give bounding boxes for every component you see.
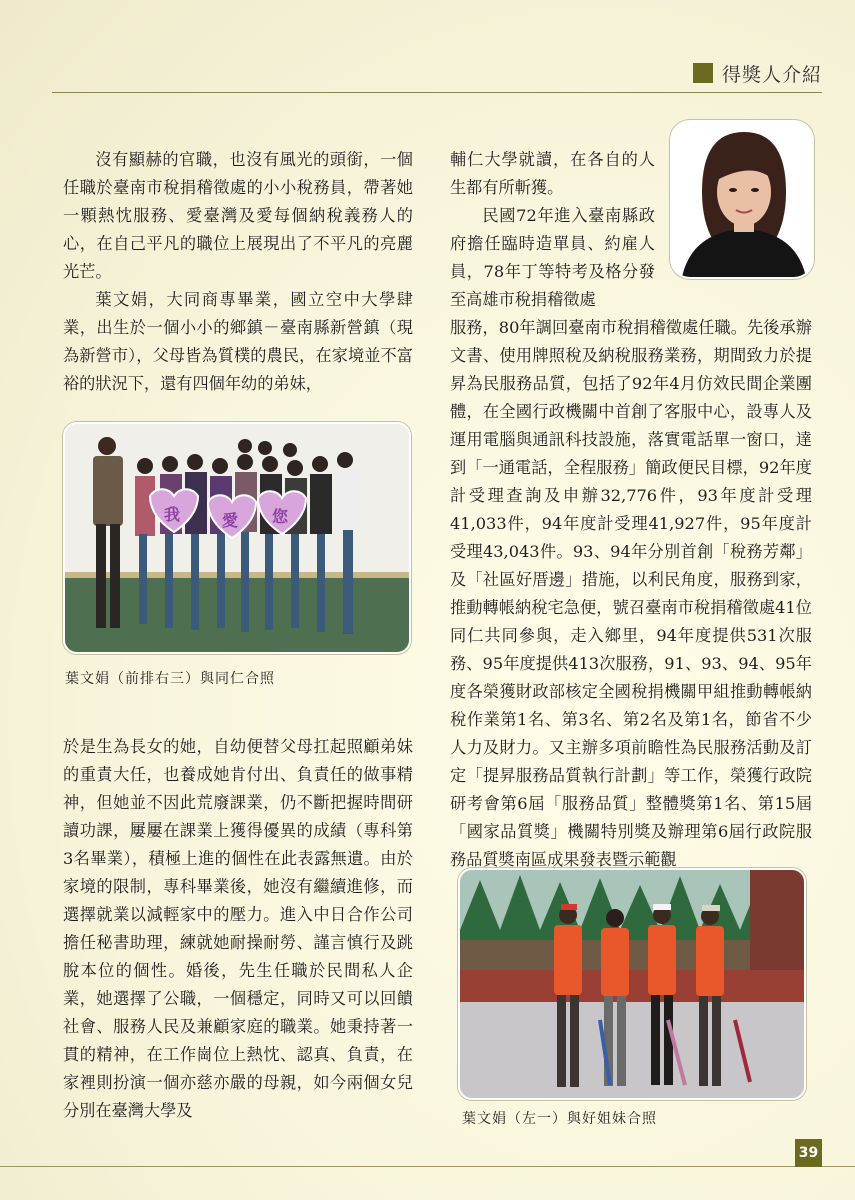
paragraph-achievements: 服務，80年調回臺南市稅捐稽徵處任職。先後承辦文書、使用牌照稅及納稅服務業務，期間致力於提昇為民服務品質，包括了92年4月仿效民間企業團體，在全國行政機關中首創了客服中心，設專人及運用電腦與通訊科技設施，落實電話單一窗口，達到「一通電話，全程服務」簡政便民目標，92年度計受理查詢及申辦32,776件，93年度計受理41,033件，94年度計受理41,927件，95年度計受理43,043件。93、94年分別首創「稅務芳鄰」及「社區好厝邊」措施，以利民角度，服務到家，推動轉帳納稅宅急便，號召臺南市稅捐稽徵處41位同仁共同參與，走入鄉里，94年度提供531次服務、95年度提供413次服務，91、93、94、95年度各榮獲財政部核定全國稅捐機關甲組推動轉帳納稅作業第1名、第3名、第2名及第1名，節省不少人力及財力。又主辦多項前瞻性為民服務活動及訂定「提昇服務品質執行計劃」等工作，榮獲行政院研考會第6屆「服務品質」整體獎第1名、第15屆「國家品質獎」機關特別獎及辦理第6屆行政院服務品質獎南區成果發表暨示範觀 (450, 318, 812, 869)
friends-photo-caption: 葉文娟（左一）與好姐妹合照 (462, 1111, 657, 1127)
friends-photo-image (460, 870, 804, 1098)
footer-divider (0, 1166, 855, 1167)
header-divider (52, 92, 822, 93)
paragraph-intro: 沒有顯赫的官職，也沒有風光的頭銜，一個任職於臺南市稅捐稽徵處的小小稅務員，帶著她一顆熱忱服務、愛臺灣及愛每個納稅義務人的心，在自己平凡的職位上展現出了不平凡的亮麗光芒。 (63, 150, 413, 281)
right-column-top (450, 146, 655, 314)
group-photo-image (65, 424, 409, 652)
heart-text-2: 愛 (222, 511, 239, 530)
paragraph-background: 葉文娟，大同商專畢業，國立空中大學肆業，出生於一個小小的鄉鎮－臺南縣新營鎮（現為新營市），父母皆為質樸的農民，在家境並不富裕的狀況下，還有四個年幼的弟妹， (63, 290, 413, 393)
portrait-image (672, 122, 812, 277)
group-photo-caption: 葉文娟（前排右三）與同仁合照 (65, 671, 275, 687)
heart-text-1: 我 (164, 505, 181, 524)
group-photo (63, 422, 411, 654)
left-column-top (63, 146, 413, 398)
section-title: 得獎人介紹 (722, 64, 823, 86)
section-marker (693, 63, 713, 83)
page-number: 39 (795, 1139, 822, 1167)
left-column-bottom (63, 733, 413, 1125)
right-column-main (450, 314, 812, 874)
paragraph-daughters: 輔仁大學就讀，在各自的人生都有所斬獲。 (450, 150, 655, 197)
portrait-photo (670, 120, 814, 279)
paragraph-career-start: 民國72年進入臺南縣政府擔任臨時造單員、約雇人員，78年丁等特考及格分發至高雄市稅捐稽徵處 (450, 206, 655, 309)
friends-photo (458, 868, 806, 1100)
paragraph-childhood: 於是生為長女的她，自幼便替父母扛起照顧弟妹的重責大任，也養成她肯付出、負責任的做事精神，但她並不因此荒廢課業，仍不斷把握時間研讀功課，屢屢在課業上獲得優異的成績（專科第3名畢業），積極上進的個性在此表露無遺。由於家境的限制，專科畢業後，她沒有繼續進修，而選擇就業以減輕家中的壓力。進入中日合作公司擔任秘書助理，練就她耐操耐勞、謹言慎行及跳脫本位的個性。婚後，先生任職於民間私人企業，她選擇了公職，一個穩定，同時又可以回饋社會、服務人民及兼顧家庭的職業。她秉持著一貫的精神，在工作崗位上熱忱、認真、負責，在家裡則扮演一個亦慈亦嚴的母親，如今兩個女兒分別在臺灣大學及 (63, 737, 413, 1120)
heart-text-3: 您 (272, 507, 289, 526)
